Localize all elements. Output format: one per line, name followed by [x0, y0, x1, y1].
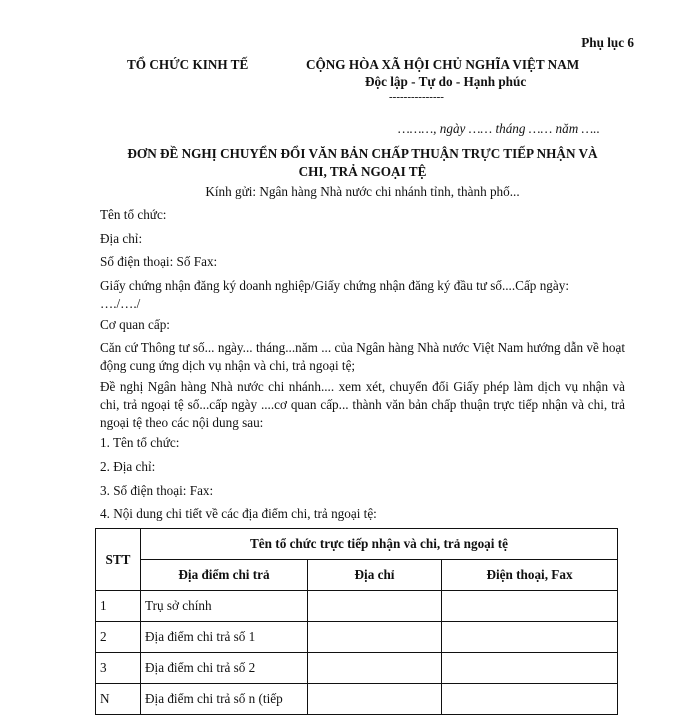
- table-row: [96, 684, 618, 715]
- row-location: Địa điểm chi trả số n (tiếp: [141, 684, 308, 715]
- row-stt: 1: [96, 591, 141, 622]
- row-location: Địa điểm chi trả số 2: [141, 653, 308, 684]
- motto-rule: ---------------: [389, 91, 444, 103]
- field-org-name: Tên tổ chức:: [100, 207, 167, 222]
- row-stt: 3: [96, 653, 141, 684]
- row-address-cell: [308, 653, 442, 684]
- row-location: Địa điểm chi trả số 1: [141, 622, 308, 653]
- field-phone-fax: Số điện thoại: Số Fax:: [100, 254, 218, 269]
- item-org-name: 1. Tên tổ chức:: [100, 435, 180, 450]
- locations-table: [95, 528, 618, 715]
- document-title-line2: CHI, TRẢ NGOẠI TỆ: [298, 164, 427, 179]
- national-motto: Độc lập - Tự do - Hạnh phúc: [365, 74, 527, 89]
- field-issuer: Cơ quan cấp:: [100, 317, 170, 332]
- document-title-line1: ĐƠN ĐỀ NGHỊ CHUYỂN ĐỔI VĂN BẢN CHẤP THUẬN TRỰC TIẾP NHẬN VÀ: [127, 146, 598, 161]
- row-phone-cell: [442, 622, 618, 653]
- date-line: ………, ngày …… tháng …… năm …..: [398, 121, 600, 136]
- field-address: Địa chỉ:: [100, 231, 143, 246]
- appendix-label: Phụ lục 6: [581, 35, 634, 50]
- salutation: Kính gửi: Ngân hàng Nhà nước chi nhánh tỉnh, thành phố...: [205, 184, 520, 199]
- organization-header: TỔ CHỨC KINH TẾ: [127, 57, 249, 72]
- item-phone-fax: 3. Số điện thoại: Fax:: [100, 483, 214, 498]
- field-certificate: Giấy chứng nhận đăng ký doanh nghiệp/Giấy chứng nhận đăng ký đầu tư số....Cấp ngày: …./…./: [100, 278, 569, 311]
- row-location: Trụ sở chính: [141, 591, 308, 622]
- subheader-phone-fax: Điện thoại, Fax: [442, 560, 618, 591]
- header-stt: STT: [96, 529, 141, 591]
- row-stt: 2: [96, 622, 141, 653]
- document-title: [100, 145, 625, 181]
- table-row: [96, 622, 618, 653]
- table-row: [96, 653, 618, 684]
- national-title: CỘNG HÒA XÃ HỘI CHỦ NGHĨA VIỆT NAM: [306, 57, 580, 72]
- row-phone-cell: [442, 653, 618, 684]
- row-phone-cell: [442, 684, 618, 715]
- subheader-address: Địa chỉ: [308, 560, 442, 591]
- item-address: 2. Địa chỉ:: [100, 459, 156, 474]
- subheader-location: Địa điểm chi trả: [141, 560, 308, 591]
- header-organization: Tên tổ chức trực tiếp nhận và chi, trả ngoại tệ: [141, 529, 618, 560]
- row-address-cell: [308, 622, 442, 653]
- table-row: [96, 591, 618, 622]
- row-address-cell: [308, 591, 442, 622]
- row-address-cell: [308, 684, 442, 715]
- paragraph-request: Đề nghị Ngân hàng Nhà nước chi nhánh.... xem xét, chuyển đổi Giấy phép làm dịch vụ nhận và chi, trả ngoại tệ số...cấp ngày ....cơ quan cấp... thành văn bản chấp thuận trực tiếp nhận và chi, trả ngoại tệ theo các nội dung sau:: [100, 379, 625, 430]
- row-phone-cell: [442, 591, 618, 622]
- row-stt: N: [96, 684, 141, 715]
- item-location-details: 4. Nội dung chi tiết về các địa điểm chi, trả ngoại tệ:: [100, 506, 377, 521]
- paragraph-basis: Căn cứ Thông tư số... ngày... tháng...năm ... của Ngân hàng Nhà nước Việt Nam hướng dẫn về hoạt động cung ứng dịch vụ nhận và chi, trả ngoại tệ;: [100, 340, 625, 373]
